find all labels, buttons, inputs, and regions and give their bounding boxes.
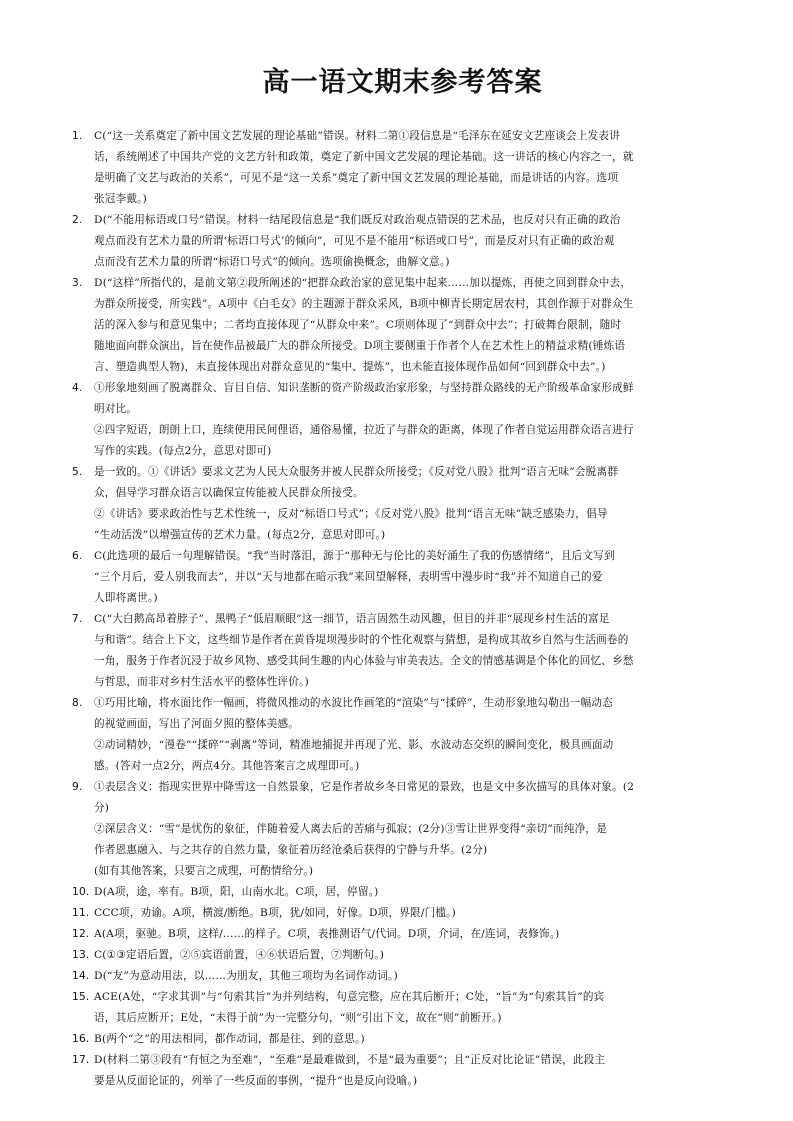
answer-text-line: 一角，服务于作者沉浸于故乡风物、感受其间生趣的内心体验与审美表达。全文的情感基调是个体化的回忆、乡愁 [94, 655, 634, 667]
answer-text-line: ②四字短语，朗朗上口，连续使用民间俚语，通俗易懂，拉近了与群众的距离，体现了作者自觉运用群众语言进行 [94, 424, 634, 436]
answer-item [72, 273, 733, 378]
answer-text-line: 观点而没有艺术力量的所谓‘标语口号式’的倾向”，可见不是不能用“标语或口号”，而是反对只有正确的政治观 [94, 235, 615, 247]
answer-number: 4. [72, 382, 83, 394]
answer-text-line: ②《讲话》要求政治性与艺术性统一，反对“标语口号式”；《反对党八股》批判“语言无味”缺乏感染力，倡导 [94, 508, 608, 520]
answer-item [72, 609, 733, 693]
answer-number: 9. [72, 781, 83, 793]
answer-text-line: 语，其后应断开；E处，“未得于前”为一完整分句，“则”引出下文，故在“则”前断开。) [94, 1012, 502, 1024]
answer-text-line: 感。(答对一点2分，两点4分。其他答案言之成理即可。) [94, 760, 360, 772]
answer-item [72, 1050, 733, 1092]
answer-number: 8. [72, 697, 83, 709]
answer-text-line: 要是从反面论证的，列举了一些反面的事例，“提升”也是反向设喻。) [94, 1075, 418, 1087]
answer-text-line: “三个月后，爱人别我而去”，并以“天与地都在暗示我”来回望解释，表明雪中漫步时“我”并不知道自己的爱 [94, 571, 603, 583]
answer-number: 7. [72, 613, 83, 625]
answer-text-line: D(“友”为意动用法，以……为朋友，其他三项均为名词作动词。) [94, 970, 398, 982]
answer-text-line: (如有其他答案，只要言之成理，可酌情给分。) [94, 865, 314, 877]
answer-item [72, 945, 733, 966]
answer-text-line: 人即将离世。) [94, 592, 158, 604]
answer-item [72, 126, 733, 210]
answer-number: 17. [72, 1054, 90, 1066]
answer-text-line: 话，系统阐述了中国共产党的文艺方针和政策，奠定了新中国文艺发展的理论基础。这一讲话的核心内容之一，就 [94, 151, 634, 163]
page-title: 高一语文期末参考答案 [262, 67, 543, 98]
answer-text-line: 分) [94, 802, 110, 814]
answer-text-line: D(A项，途，率有。B项，阳，山南水北。C项，居，停留。) [94, 886, 379, 898]
answer-text-line: 明对比。 [94, 403, 138, 415]
answer-text-line: ②深层含义：“雪”是忧伤的象征，伴随着爱人离去后的苦痛与孤寂；(2分)③雪让世界变得“亲切”而纯净，是 [94, 823, 607, 835]
answer-item [72, 882, 733, 903]
answer-item [72, 903, 733, 924]
answer-text-line: ②动词精妙，“漫卷”“揉碎”“剥离”等词，精准地捕捉并再现了光、影、水波动态交织的瞬间变化，极具画面动 [94, 739, 614, 751]
answer-text-line: 众，倡导学习群众语言以确保宣传能被人民群众所接受。 [94, 487, 364, 499]
answer-text-line: 言、塑造典型人物)，未直接体现出对群众意见的“集中、提炼”，也未能直接体现作品如何“回到群众中去”。) [94, 361, 606, 373]
answer-text-line: C(“大白鹅高昂着脖子”、黑鸭子“低眉顺眼”这一细节，语言固然生动风趣，但目的并非“展现乡村生活的富足 [94, 613, 610, 625]
answer-text-line: 是明确了文艺与政治的关系”，可见不是“这一关系”奠定了新中国文艺发展的理论基础，而是讲话的内容。选项 [94, 172, 619, 184]
answer-number: 3. [72, 277, 83, 289]
answer-number: 6. [72, 550, 83, 562]
answer-item [72, 777, 733, 882]
answer-text-line: B(两个“之”的用法相同，都作动词，都是往、到的意思。) [94, 1033, 365, 1045]
answer-item [72, 987, 733, 1029]
answer-number: 5. [72, 466, 83, 478]
answer-number: 12. [72, 928, 90, 940]
answer-number: 11. [72, 907, 90, 919]
answer-text-line: D(材料二第③段有“有恒之为至难”，“至难”是最难做到，不是“最为重要”；且“正反对比论证”错误，此段主 [94, 1054, 606, 1066]
answer-text-line: ①形象地刻画了脱离群众、盲目自信、知识垄断的资产阶级政治家形象，与坚持群众路线的无产阶级革命家形成鲜 [94, 382, 634, 394]
answer-item [72, 966, 733, 987]
answer-number: 1. [72, 130, 83, 142]
answer-text-line: 为群众所接受，所实践”。A项中《白毛女》的主题源于群众采风，B项中柳青长期定居农村，其创作源于对群众生 [94, 298, 634, 310]
answer-text-line: 活的深入参与和意见集中；二者均直接体现了“从群众中来”。C项则体现了“到群众中去”；打破舞台限制，随时 [94, 319, 622, 331]
answer-text-line: 作者恩惠融入、与之共存的自然力量，象征着历经沧桑后获得的宁静与升华。(2分) [94, 844, 488, 856]
answer-number: 13. [72, 949, 90, 961]
answer-text-line: “生动活泼”以增强宣传的艺术力量。(每点2分，意思对即可。) [94, 529, 386, 541]
answer-text-line: 的视觉画面，写出了河面夕照的整体美感。 [94, 718, 300, 730]
answer-item [72, 546, 733, 609]
answer-item [72, 1029, 733, 1050]
answer-text-line: 写作的实践。(每点2分，意思对即可) [94, 445, 272, 457]
answer-number: 10. [72, 886, 90, 898]
answer-text-line: ①表层含义：指现实世界中降雪这一自然景象，它是作者故乡冬日常见的景致，也是文中多次描写的具体对象。(2 [94, 781, 635, 793]
answer-text-line: ACE(A处，“字求其训”与“句索其旨”为并列结构，句意完整，应在其后断开；C处，“旨”为“句索其旨”的宾 [94, 991, 605, 1003]
answer-text-line: C(此选项的最后一句理解错误。“我”当时落泪，源于“那种无与伦比的美好涌生了我的伤感情绪”，且后文写到 [94, 550, 615, 562]
answer-text-line: CCC项，劝谕。A项，横渡/断绝。B项，犹/如同，好像。D项，界限/门槛。) [94, 907, 457, 919]
answer-number: 16. [72, 1033, 90, 1045]
answer-item [72, 924, 733, 945]
answer-text-line: 与和谐”。结合上下文，这些细节是作者在黄昏堤坝漫步时的个性化观察与猜想，是构成其故乡自然与生活画卷的 [94, 634, 629, 646]
answer-text-line: A(A项，驱驰。B项，这样/……的样子。C项，表推测语气/代词。D项，介词，在/连词，表修饰。) [94, 928, 560, 940]
answer-text-line: D(“这样”所指代的，是前文第②段所阐述的“把群众政治家的意见集中起来……加以提炼，再使之回到群众中去， [94, 277, 632, 289]
answer-number: 14. [72, 970, 90, 982]
answer-list [72, 126, 733, 1092]
answer-item [72, 693, 733, 777]
answer-item [72, 378, 733, 462]
answer-text-line: 张冠李戴。) [94, 193, 148, 205]
answer-text-line: 点而没有艺术力量的所谓“标语口号式”的倾向。选项偷换概念，曲解文意。) [94, 256, 450, 268]
answer-item [72, 210, 733, 273]
answer-item [72, 462, 733, 546]
answer-text-line: 随地面向群众演出，旨在使作品被最广大的群众所接受。D项主要侧重于作者个人在艺术性上的精益求精(锤炼语 [94, 340, 626, 352]
answer-number: 15. [72, 991, 90, 1003]
answer-text-line: 与哲思，而非对乡村生活水平的整体性评价。) [94, 676, 309, 688]
answer-text-line: 是一致的。①《讲话》要求文艺为人民大众服务并被人民群众所接受；《反对党八股》批判“语言无味”会脱离群 [94, 466, 619, 478]
answer-text-line: ①巧用比喻，将水面比作一幅画，将微风推动的水波比作画笔的“渲染”与“揉碎”，生动形象地勾勒出一幅动态 [94, 697, 613, 709]
answer-text-line: C(①③定语后置，②⑤宾语前置，④⑥状语后置，⑦判断句。) [94, 949, 385, 961]
answer-text-line: D(“不能用标语或口号”错误。材料一结尾段信息是“我们既反对政治观点错误的艺术品，也反对只有正确的政治 [94, 214, 621, 226]
answer-number: 2. [72, 214, 83, 226]
answer-text-line: C(“这一关系奠定了新中国文艺发展的理论基础”错误。材料二第①段信息是“毛泽东在延安文艺座谈会上发表讲 [94, 130, 620, 142]
